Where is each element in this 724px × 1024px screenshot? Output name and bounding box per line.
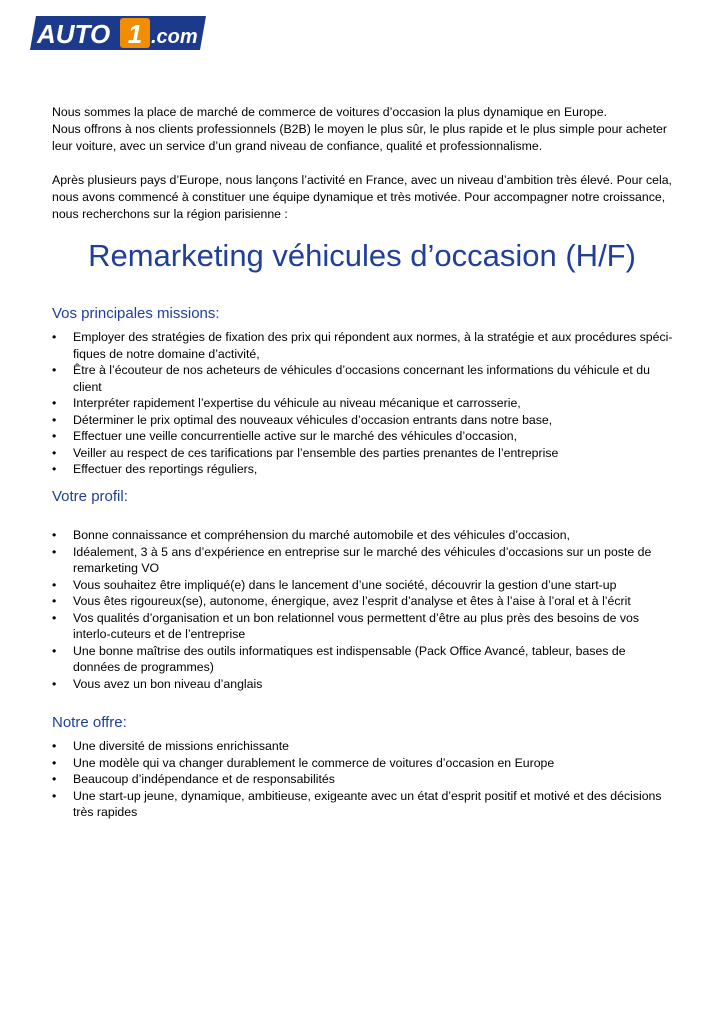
list-item-text: Effectuer une veille concurrentielle active sur le marché des véhicules d’occasion,	[73, 429, 518, 443]
bullet-icon: •	[52, 544, 57, 559]
list-item	[52, 362, 674, 395]
list-item-text: Vous êtes rigoureux(se), autonome, énergique, avez l’esprit d’analyse et êtes à l’aise à l’oral et à l’écrit	[73, 594, 631, 608]
list-item-text: Vos qualités d’organisation et un bon relationnel vous permettent d’être au plus près des besoins de vos interlo-cuteurs et de l’entreprise	[73, 610, 640, 641]
list-item	[52, 755, 674, 772]
list-item-text: Une diversité de missions enrichissante	[73, 739, 289, 753]
logo-word: AUTO	[37, 19, 111, 49]
list-item-text: Interpréter rapidement l’expertise du véhicule au niveau mécanique et carrosserie,	[73, 396, 521, 410]
list-item	[52, 577, 674, 594]
bullet-icon: •	[52, 676, 57, 691]
offer-list	[52, 738, 674, 821]
bullet-icon: •	[52, 739, 57, 753]
list-item-text: Effectuer des reportings réguliers,	[73, 462, 258, 476]
list-item	[52, 593, 674, 610]
list-item	[52, 676, 674, 693]
list-item-text: Idéalement, 3 à 5 ans d’expérience en entreprise sur le marché des véhicules d’occasions sur un poste de remarketing VO	[73, 544, 652, 575]
auto1-logo	[30, 14, 206, 52]
list-item-text: Employer des stratégies de fixation des prix qui répondent aux normes, à la stratégie et aux procédures spéci-fiques de notre domaine d’activité,	[73, 330, 673, 361]
list-item-text: Vous souhaitez être impliqué(e) dans le lancement d’une société, découvrir la gestion d’une start-up	[73, 577, 617, 592]
bullet-icon: •	[52, 429, 57, 443]
bullet-icon: •	[52, 610, 57, 625]
list-item	[52, 445, 674, 462]
list-item	[52, 738, 674, 755]
list-item-text: Veiller au respect de ces tarifications par l’ensemble des parties prenantes de l’entreprise	[73, 445, 559, 460]
bullet-icon: •	[52, 594, 57, 608]
missions-heading: Vos principales missions:	[52, 305, 220, 322]
job-title: Remarketing véhicules d’occasion (H/F)	[88, 238, 636, 273]
list-item	[52, 461, 674, 478]
list-item	[52, 788, 674, 821]
bullet-icon: •	[52, 412, 57, 427]
list-item-text: Une start-up jeune, dynamique, ambitieuse, exigeante avec un état d’esprit positif et motivé et des décisions très rapides	[73, 788, 662, 819]
intro-paragraph-1: Nous sommes la place de marché de commerce de voitures d’occasion la plus dynamique en Europe.	[52, 105, 608, 119]
list-item-text: Beaucoup d’indépendance et de responsabilités	[73, 772, 335, 786]
list-item	[52, 527, 674, 544]
bullet-icon: •	[52, 577, 57, 592]
bullet-icon: •	[52, 396, 57, 410]
list-item	[52, 395, 674, 412]
profile-list	[52, 527, 674, 692]
list-item	[52, 412, 674, 429]
list-item-text: Bonne connaissance et compréhension du marché automobile et des véhicules d’occasion,	[73, 528, 570, 542]
bullet-icon: •	[52, 330, 57, 344]
intro-paragraph-2: Nous offrons à nos clients professionnels (B2B) le moyen le plus sûr, le plus rapide et le plus simple pour acheter leur voiture, avec un service d’un grand niveau de confiance, qualité et professionnalisme.	[52, 122, 667, 153]
list-item	[52, 643, 674, 676]
bullet-icon: •	[52, 772, 57, 786]
list-item	[52, 771, 674, 788]
list-item-text: Être à l’écouteur de nos acheteurs de véhicules d’occasions concernant les informations du véhicule et du client	[73, 363, 650, 394]
list-item	[52, 610, 674, 643]
intro-paragraph-3: Après plusieurs pays d’Europe, nous lançons l’activité en France, avec un niveau d’ambition très élevé. Pour cela, nous avons commencé à constituer une équipe dynamique et très motivée. Pour accompagner notre croissance, nous recherchons sur la région parisienne :	[52, 173, 672, 221]
list-item-text: Une modèle qui va changer durablement le commerce de voitures d’occasion en Europe	[73, 755, 555, 770]
offer-heading: Notre offre:	[52, 714, 127, 731]
bullet-icon: •	[52, 643, 57, 658]
bullet-icon: •	[52, 445, 57, 460]
list-item-text: Une bonne maîtrise des outils informatiques est indispensable (Pack Office Avancé, tableur, bases de données de programmes)	[73, 643, 626, 674]
bullet-icon: •	[52, 788, 57, 803]
list-item	[52, 544, 674, 577]
list-item-text: Déterminer le prix optimal des nouveaux véhicules d’occasion entrants dans notre base,	[73, 412, 553, 427]
bullet-icon: •	[52, 363, 57, 377]
missions-list	[52, 329, 674, 478]
auto1-logo-graphic	[30, 14, 206, 52]
profile-heading: Votre profil:	[52, 488, 128, 505]
list-item	[52, 329, 674, 362]
intro-section	[52, 104, 682, 223]
logo-number: 1	[127, 19, 143, 49]
list-item	[52, 428, 674, 445]
list-item-text: Vous avez un bon niveau d’anglais	[73, 676, 263, 691]
bullet-icon: •	[52, 528, 57, 542]
bullet-icon: •	[52, 755, 57, 770]
bullet-icon: •	[52, 462, 57, 476]
logo-domain: .com	[151, 26, 198, 48]
